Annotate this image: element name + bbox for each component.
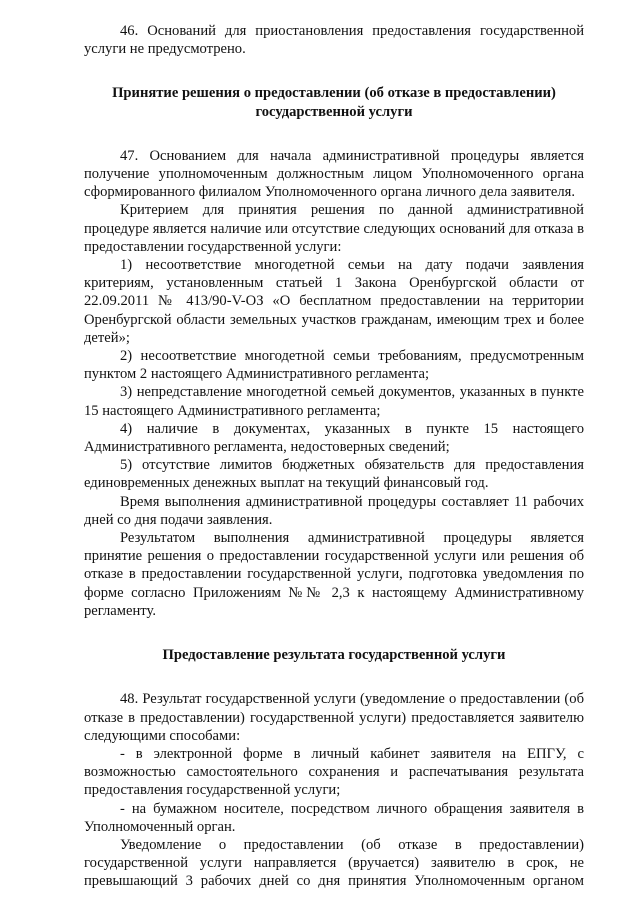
document-page: [84, 22, 584, 891]
criterion-4: 4) наличие в документах, указанных в пункте 15 настоящего Административного регламента, недостоверных сведений;: [84, 420, 584, 456]
criteria-intro: Критерием для принятия решения по данной административной процедуре является наличие или отсутствие следующих оснований для отказа в предоставлении государственной услуги:: [84, 202, 584, 255]
result-paragraph: Результатом выполнения административной процедуры является принятие решения о предоставлении государственной услуги или решения об отказе в предоставлении государственной услуги, подготовка уведомления по форме согласно Приложениям №№ 2,3 к настоящему Административному регламенту.: [84, 530, 584, 619]
criterion-5: 5) отсутствие лимитов бюджетных обязательств для предоставления единовременных денежных выплат на текущий финансовый год.: [84, 457, 584, 492]
paragraph-46: 46. Оснований для приостановления предоставления государственной услуги не предусмотрено.: [84, 23, 584, 58]
criterion-3: 3) непредставление многодетной семьей документов, указанных в пункте 15 настоящего Административного регламента;: [84, 384, 584, 419]
criterion-2: 2) несоответствие многодетной семьи требованиям, предусмотренным пунктом 2 настоящего Административного регламента;: [84, 348, 584, 383]
time-paragraph: Время выполнения административной процедуры составляет 11 рабочих дней со дня подачи заявления.: [84, 493, 584, 528]
notice-paragraph: Уведомление о предоставлении (об отказе в предоставлении) государственной услуги направляется (вручается) заявителю в срок, не превышающий 3 рабочих дней со дня принятия Уполномоченным органом: [84, 836, 584, 890]
section-heading-result: Предоставление результата государственной услуги: [162, 647, 506, 664]
criterion-1: 1) несоответствие многодетной семьи на дату подачи заявления критериям, установленным статьей 1 Закона Оренбургской области от 22.09.2011 № 413/90-V-ОЗ «О бесплатном предоставлении на территории Оренбургской области земельных участков гражданам, имеющим трех и более детей»;: [84, 257, 584, 346]
paragraph-47: 47. Основанием для начала административной процедуры является получение уполномоченным должностным лицом Уполномоченного органа сформированного филиалом Уполномоченного органа личного дела заявителя.: [84, 147, 584, 201]
way-paper: - на бумажном носителе, посредством личного обращения заявителя в Уполномоченный орган.: [84, 800, 584, 835]
way-electronic: - в электронной форме в личный кабинет заявителя на ЕПГУ, с возможностью самостоятельного сохранения и распечатывания результата предоставления государственной услуги;: [84, 745, 584, 799]
section-heading-decision: Принятие решения о предоставлении (об отказе в предоставлении) государственной услуги: [112, 85, 556, 120]
paragraph-48: 48. Результат государственной услуги (уведомление о предоставлении (об отказе в предоставлении) государственной услуги) предоставляется заявителю следующими способами:: [84, 691, 584, 744]
